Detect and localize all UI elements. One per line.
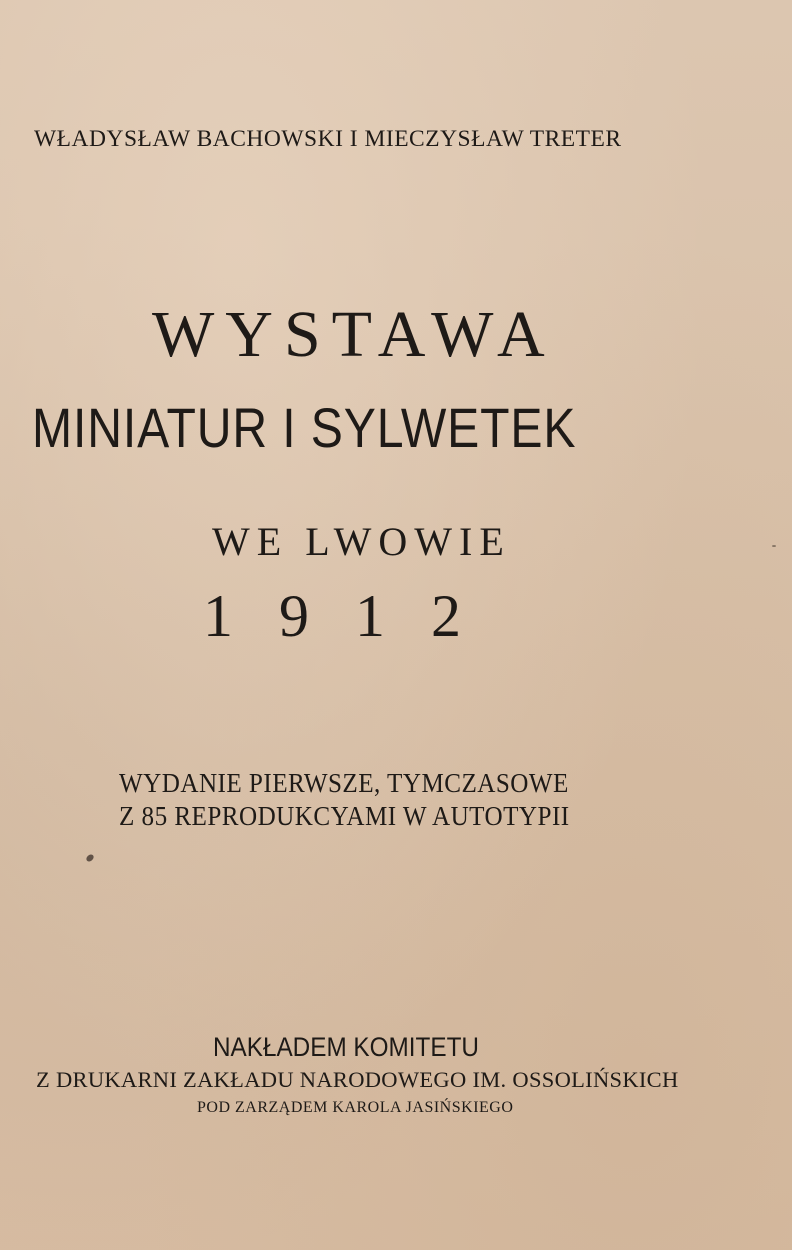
year: 1912	[203, 583, 507, 649]
place-line: WE LWOWIE	[212, 519, 511, 564]
edition-line-2: Z 85 REPRODUKCYAMI W AUTOTYPII	[119, 801, 570, 831]
publisher-line: NAKŁADEM KOMITETU	[213, 1032, 479, 1062]
ink-speck	[85, 853, 95, 863]
printer-line: Z DRUKARNI ZAKŁADU NARODOWEGO IM. OSSOLIŃSKICH	[36, 1067, 679, 1092]
authors-line: WŁADYSŁAW BACHOWSKI I MIECZYSŁAW TRETER	[34, 126, 622, 152]
title-main: WYSTAWA	[152, 298, 556, 371]
edition-line-1: WYDANIE PIERWSZE, TYMCZASOWE	[119, 768, 569, 798]
ink-speck	[772, 545, 776, 547]
management-line: POD ZARZĄDEM KAROLA JASIŃSKIEGO	[197, 1099, 514, 1116]
title-subtitle: MINIATUR I SYLWETEK	[32, 396, 577, 459]
